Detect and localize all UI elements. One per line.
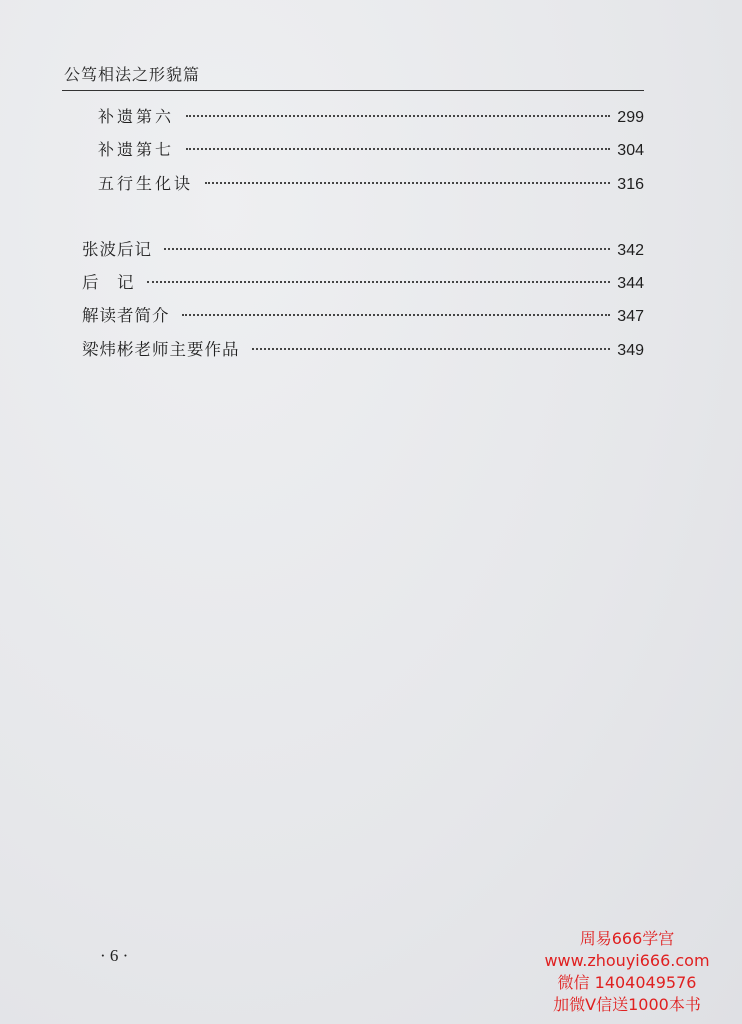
toc-leader-dots	[205, 182, 610, 184]
watermark-url: www.zhouyi666.com	[544, 951, 710, 970]
toc-leader-dots	[182, 314, 611, 316]
toc-entry-bu-yi-7	[98, 137, 644, 161]
toc-entry-page-number: 347	[617, 308, 644, 325]
toc-entry-zuopin	[82, 336, 644, 360]
watermark-line: 周易666学宫	[579, 929, 675, 948]
toc-entry-label: 后 记	[82, 273, 135, 292]
toc-entry-jiedu-zhe	[82, 302, 644, 326]
toc-entry-page-number: 344	[617, 275, 644, 292]
watermark-overlay	[522, 928, 732, 1016]
page-number-folio: · 6 ·	[100, 946, 129, 965]
watermark-line: 微信 1404049576	[557, 973, 697, 992]
toc-leader-dots	[252, 348, 611, 350]
toc-entry-bu-yi-6	[98, 104, 644, 128]
toc-entry-label: 解读者简介	[82, 306, 170, 325]
toc-entry-wu-xing	[98, 171, 644, 195]
toc-leader-dots	[147, 281, 611, 283]
watermark-line: 加微V信送1000本书	[553, 995, 701, 1014]
toc-leader-dots	[186, 115, 610, 117]
toc-entry-label: 张波后记	[82, 240, 152, 259]
toc-entry-label: 梁炜彬老师主要作品	[82, 340, 240, 359]
toc-entry-houji	[82, 269, 644, 293]
running-header-title: 公笃相法之形貌篇	[64, 65, 201, 84]
header-rule	[62, 90, 644, 91]
toc-leader-dots	[164, 248, 610, 250]
toc-entry-label: 补遗第六	[98, 107, 175, 126]
toc-entry-label: 补遗第七	[98, 140, 175, 159]
toc-entry-page-number: 299	[617, 109, 644, 126]
toc-entry-page-number: 342	[617, 242, 644, 259]
toc-entry-label: 五行生化诀	[98, 174, 194, 193]
toc-leader-dots	[186, 148, 610, 150]
toc-entry-zhang-bo-houji	[82, 236, 644, 260]
toc-entry-page-number: 316	[617, 176, 644, 193]
toc-entry-page-number: 349	[617, 342, 644, 359]
toc-entry-page-number: 304	[617, 142, 644, 159]
